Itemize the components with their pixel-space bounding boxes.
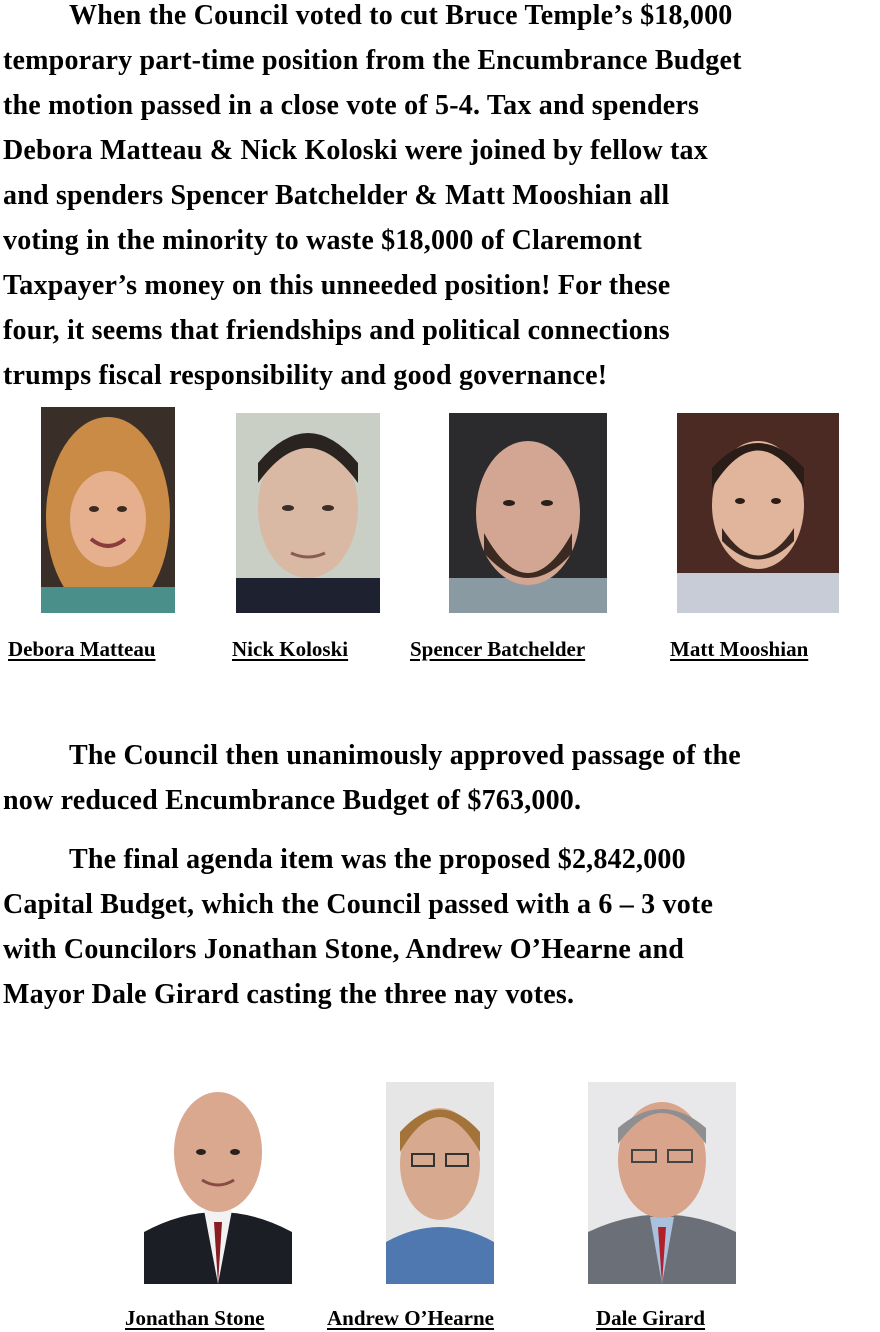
photo-andrew-ohearne <box>386 1082 494 1284</box>
caption-nick-koloski: Nick Koloski <box>232 637 349 661</box>
photo-matt-mooshian <box>677 413 839 613</box>
caption-debora-matteau: Debora Matteau <box>8 637 156 661</box>
photo-debora-matteau <box>41 407 175 613</box>
photo-nick-koloski <box>236 413 380 613</box>
caption-andrew-ohearne: Andrew O’Hearne <box>327 1306 495 1330</box>
photo-spencer-batchelder <box>449 413 607 613</box>
photo-jonathan-stone <box>144 1082 292 1284</box>
encumbrance-paragraph: The Council then unanimously approved passage of the now reduced Encumbrance Budget of $763,000. <box>3 740 741 816</box>
caption-dale-girard: Dale Girard <box>596 1306 706 1330</box>
caption-jonathan-stone: Jonathan Stone <box>125 1306 265 1330</box>
intro-paragraph: When the Council voted to cut Bruce Temple’s $18,000 temporary part-time position from the Encumbrance Budget the motion passed in a close vote of 5-4. Tax and spenders Debora Matteau & Nick Koloski were joined by fellow tax and spenders Spencer Batchelder & Matt Mooshian all voting in the minority to waste $18,000 of Claremont Taxpayer’s money on this unneeded position! For these four, it seems that friendships and political connections trumps fiscal responsibility and good governance! <box>3 0 742 391</box>
caption-spencer-batchelder: Spencer Batchelder <box>410 637 586 661</box>
photo-dale-girard <box>588 1082 736 1284</box>
capital-budget-paragraph: The final agenda item was the proposed $2,842,000 Capital Budget, which the Council passed with a 6 – 3 vote with Councilors Jonathan Stone, Andrew O’Hearne and Mayor Dale Girard casting the three nay votes. <box>3 844 714 1010</box>
caption-matt-mooshian: Matt Mooshian <box>670 637 809 661</box>
